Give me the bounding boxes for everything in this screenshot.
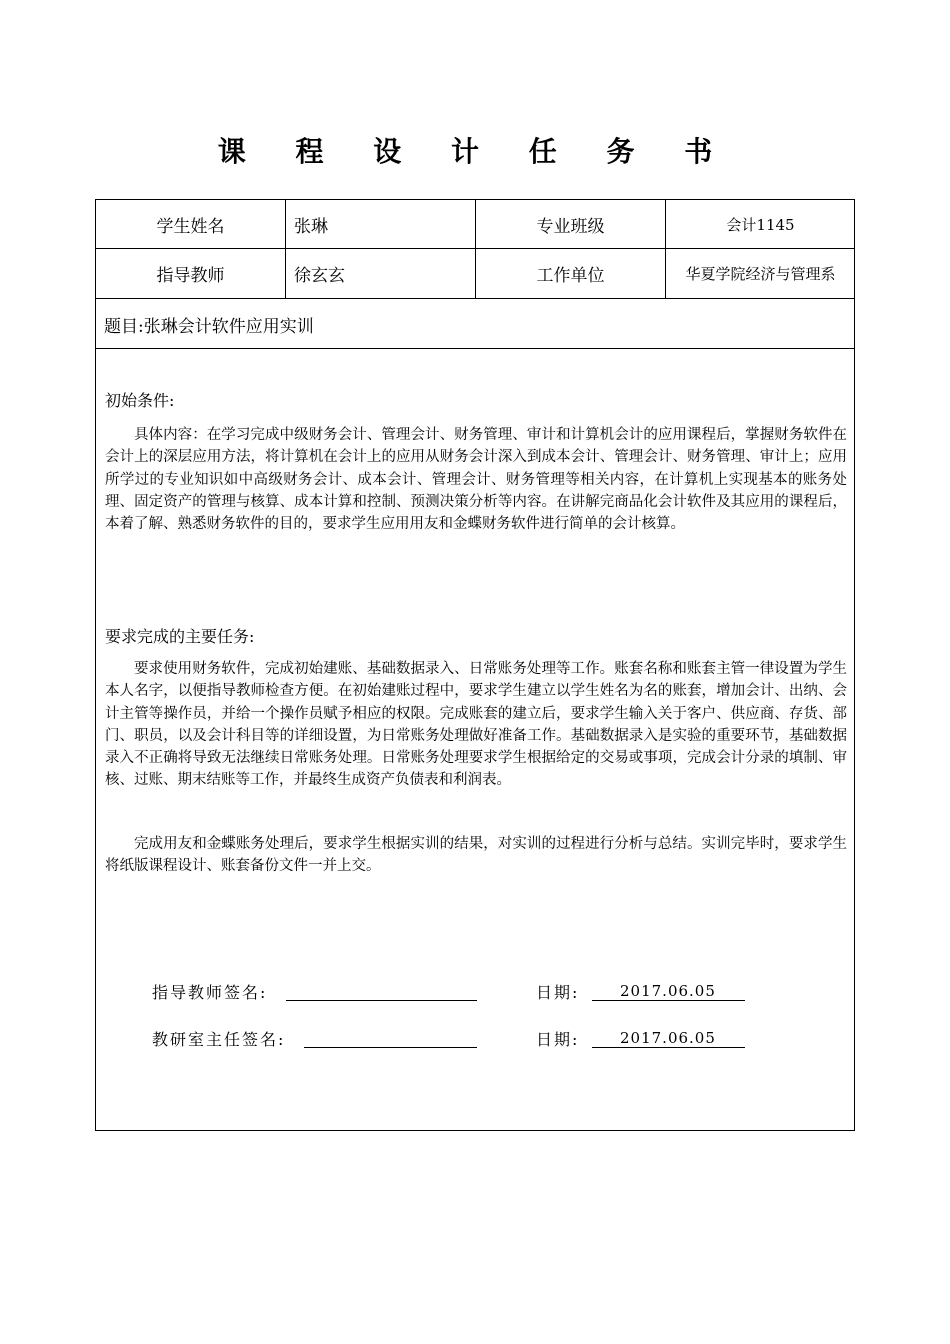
- topic-line: 题目:张琳会计软件应用实训: [104, 316, 314, 337]
- date-label-1: 日期:: [536, 983, 580, 1002]
- main-tasks-label: 要求完成的主要任务:: [105, 627, 255, 646]
- date-label-2: 日期:: [536, 1030, 580, 1049]
- main-tasks-paragraph-2: 完成用友和金蝶账务处理后，要求学生根据实训的结果，对实训的过程进行分析与总结。实训完毕时，要求学生将纸版课程设计、账套备份文件一并上交。: [105, 836, 847, 875]
- advisor-label: 指导教师: [156, 266, 225, 286]
- date-value-1: 2017.06.05: [620, 982, 716, 1000]
- student-name-value: 张琳: [294, 216, 328, 237]
- director-signature-label: 教研室主任签名:: [152, 1030, 286, 1049]
- unit-label: 工作单位: [536, 266, 605, 286]
- column-divider: [285, 200, 286, 299]
- class-label: 专业班级: [536, 216, 605, 237]
- date-line-1: [592, 1000, 745, 1001]
- main-tasks-paragraph-1: 要求使用财务软件，完成初始建账、基础数据录入、日常账务处理等工作。账套名称和账套主管一律设置为学生本人名字，以便指导教师检查方便。在初始建账过程中，要求学生建立以学生姓名为名的账套，增加会计、出纳、会计主管等操作员，并给一个操作员赋予相应的权限。完成账套的建立后，要求学生输入关于客户、供应商、存货、部门、职员，以及会计科目等的详细设置，为日常账务处理做好准备工作。基础数据录入是实验的重要环节，基础数据录入不正确将导致无法继续日常账务处理。日常账务处理要求学生根据给定的交易或事项，完成会计分录的填制、审核、过账、期末结账等工作，并最终生成资产负债表和利润表。: [105, 661, 847, 789]
- date-value-2: 2017.06.05: [620, 1029, 716, 1047]
- student-name-label: 学生姓名: [156, 216, 225, 237]
- advisor-signature-line: [286, 1000, 477, 1001]
- initial-conditions-label: 初始条件:: [105, 391, 175, 410]
- director-signature-line: [304, 1047, 477, 1048]
- document-title: 课 程 设 计 任 务 书: [217, 135, 733, 168]
- class-value: 会计1145: [726, 215, 795, 234]
- unit-value: 华夏学院经济与管理系: [685, 265, 836, 283]
- advisor-value: 徐玄玄: [294, 266, 345, 286]
- task-form: [95, 199, 855, 1131]
- advisor-signature-label: 指导教师签名:: [152, 983, 268, 1002]
- date-line-2: [592, 1047, 745, 1048]
- initial-conditions-text: 具体内容：在学习完成中级财务会计、管理会计、财务管理、审计和计算机会计的应用课程后，掌握财务软件在会计上的深层应用方法，将计算机在会计上的应用从财务会计深入到成本会计、管理会计、财务管理、审计上；应用所学过的专业知识如中高级财务会计、成本会计、管理会计、财务管理等相关内容，在计算机上实现基本的账务处理、固定资产的管理与核算、成本计算和控制、预测决策分析等内容。在讲解完商品化会计软件及其应用的课程后，本着了解、熟悉财务软件的目的，要求学生应用用友和金蝶财务软件进行简单的会计核算。: [105, 427, 847, 533]
- row-divider: [96, 348, 854, 349]
